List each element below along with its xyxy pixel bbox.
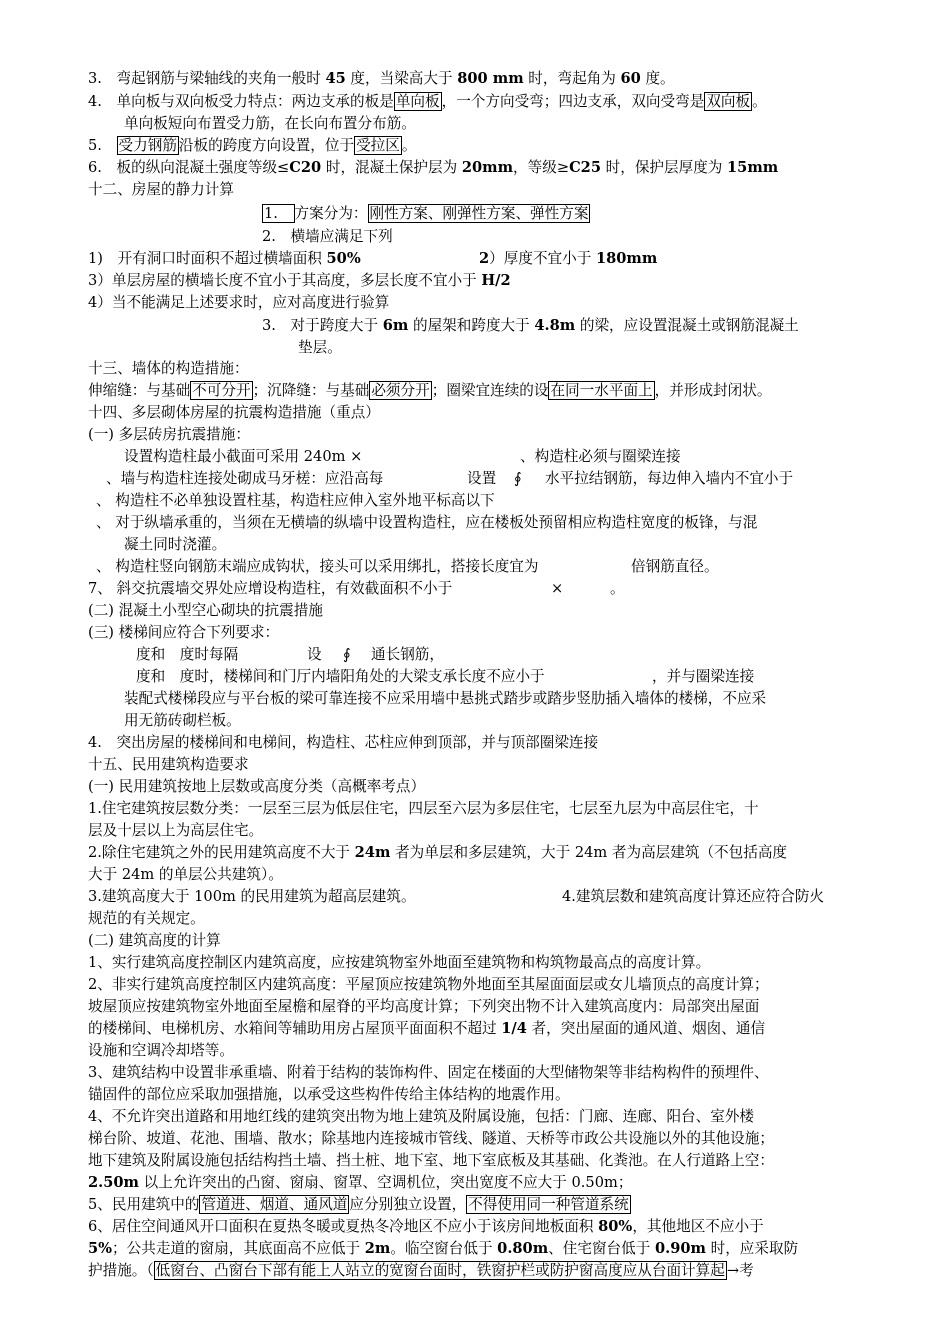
text-line: 设 <box>307 646 322 663</box>
text-line: 、构造柱必须与圈梁连接 <box>520 448 681 465</box>
boxed-term: 管道进、烟道、通风道 <box>201 1196 348 1213</box>
text-line: 4）当不能满足上述要求时，应对高度进行验算 <box>88 294 390 311</box>
text-line: 设施和空调冷却塔等。 <box>88 1042 234 1059</box>
text-line: 1.住宅建筑按层数分类：一层至三层为低层住宅，四层至六层为多层住宅，七层至九层为中高层住宅，十 <box>88 800 759 817</box>
text-line: 垫层。 <box>298 339 342 356</box>
text-line: 锚固件的部位应采取加强措施，以承受这些构件传给主体结构的地震作用。 <box>88 1086 570 1103</box>
text-line: 7、 斜交抗震墙交界处应增设构造柱，有效截面积不小于 <box>88 580 453 597</box>
text-line: 大于 24m 的单层公共建筑）。 <box>88 866 283 883</box>
boxed-term: 受力钢筋 <box>118 137 177 154</box>
subsection-heading: (三) 楼梯间应符合下列要求： <box>88 624 280 641</box>
text-line: × <box>551 580 564 597</box>
text-line: 5%；公共走道的窗扇，其底面高不应低于 2m。临空窗台低于 0.80m、住宅窗台低于 0.90m 时，应采取防 <box>88 1240 799 1257</box>
text-line: 设置 <box>467 470 497 487</box>
boxed-term: 双向板 <box>706 93 751 110</box>
text-line: 水平拉结钢筋，每边伸入墙内不宜小于 <box>545 470 794 487</box>
window-guard-rule: 护措施。（ 低窗台、凸窗台下部有能上人站立的宽窗台面时，铁窗护栏或防护窗高度应从台面计算起 →考 <box>88 1262 754 1279</box>
text-line: 1) 开有洞口时面积不超过横墙面积 50% <box>88 250 361 267</box>
text-line: 凝土同时浇灌。 <box>124 536 227 553</box>
boxed-term: 不可分开 <box>192 382 251 399</box>
item-4-slab-types: 4. 单向板与双向板受力特点：两边支承的板是 单向板 ，一个方向受弯；四边支承，双向受弯是 双向板 。 <box>88 93 767 110</box>
scheme-types: 1. 方案分为： 刚性方案、刚弹性方案、弹性方案 <box>264 205 589 222</box>
text-line: 规范的有关规定。 <box>88 910 205 927</box>
subsection-heading: (二) 混凝土小型空心砌块的抗震措施 <box>88 602 323 619</box>
text-line: 1、实行建筑高度控制区内建筑高度，应按建筑物室外地面至建筑物和构筑物最高点的高度计算。 <box>88 954 711 971</box>
item-3-bent-bars: 3. 弯起钢筋与梁轴线的夹角一般时 45 度，当梁高大于 800 mm 时，弯起角为 60 度。 <box>88 70 675 87</box>
subsection-heading: (一) 民用建筑按地上层数或高度分类（高概率考点） <box>88 778 426 795</box>
text-line: 2）厚度不宜小于 180mm <box>479 250 658 267</box>
text-line: 梯台阶、坡道、花池、围墙、散水；除基地内连接城市管线、隧道、天桥等市政公共设施以外的其他设施； <box>88 1130 774 1147</box>
text-line: 坡屋顶应按建筑物室外地面至屋檐和屋脊的平均高度计算；下列突出物不计入建筑高度内：局部突出屋面 <box>88 998 760 1015</box>
text-line: 、墙与构造柱连接处砌成马牙槎：应沿高每 <box>106 470 384 487</box>
text-line: 3）单层房屋的横墙长度不宜小于其高度，多层长度不宜小于 H/2 <box>88 272 511 289</box>
boxed-term: 刚性方案、刚弹性方案、弹性方案 <box>369 205 589 222</box>
text-line: 倍钢筋直径。 <box>631 558 719 575</box>
item-5-rebar: 5. 受力钢筋 沿板的跨度方向设置，位于 受拉区 。 <box>88 137 417 154</box>
text-line: ，并与圈梁连接 <box>652 668 755 685</box>
text-line: 装配式楼梯段应与平台板的梁可靠连接不应采用墙中悬挑式踏步或踏步竖肋插入墙体的楼梯，不应采 <box>124 690 767 707</box>
section-heading: 十三、墙体的构造措施： <box>88 360 249 377</box>
text-line: 、 对于纵墙承重的，当须在无横墙的纵墙中设置构造柱，应在楼板处预留相应构造柱宽度的板锋，与混 <box>96 514 758 531</box>
boxed-term: 受拉区 <box>356 137 400 154</box>
text-line: 、 构造柱竖向钢筋末端应成钩状，接头可以采用绑扎，搭接长度宜为 <box>96 558 539 575</box>
boxed-term: 1. <box>264 205 293 222</box>
ducts-rule: 5、民用建筑中的 管道进、烟道、通风道 应分别独立设置， 不得使用同一种管道系统 <box>88 1196 629 1213</box>
text-line: 、 构造柱不必单独设置柱基，构造柱应伸入室外地平标高以下 <box>96 492 495 509</box>
item-6-concrete-cover: 6. 板的纵向混凝土强度等级≤C20 时，混凝土保护层为 20mm，等级≥C25 时，保护层厚度为 15mm <box>88 159 779 176</box>
text-line: 4、不允许突出道路和用地红线的建筑突出物为地上建筑及附属设施，包括：门廊、连廊、阳台、室外楼 <box>88 1108 755 1125</box>
text-line: 设置构造柱最小截面可采用 240m × <box>124 448 363 465</box>
arrow-icon: → <box>726 1262 740 1279</box>
text-line: 层及十层以上为高层住宅。 <box>88 822 264 839</box>
joint-rules: 伸缩缝：与基础 不可分开 ；沉降缝：与基础 必须分开 ；圈梁宜连续的设 在同一水平面上 ，并形成封闭状。 <box>88 382 772 399</box>
section-heading: 十二、房屋的静力计算 <box>88 181 234 198</box>
subsection-heading: (一) 多层砖房抗震措施： <box>88 426 250 443</box>
text-line: 2. 横墙应满足下列 <box>262 228 393 245</box>
text-line: 度和 度时，楼梯间和门厅内墙阳角处的大梁支承长度不应小于 <box>136 668 545 685</box>
text-line: 。 <box>610 580 625 597</box>
text-line: 的楼梯间、电梯机房、水箱间等辅助用房占屋顶平面面积不超过 1/4 者，突出屋面的通风道、烟囱、通信 <box>88 1020 766 1037</box>
text-line: 2、非实行建筑高度控制区内建筑高度：平屋顶应按建筑物外地面至其屋面面层或女儿墙顶点的高度计算； <box>88 976 769 993</box>
text-line: 地下建筑及附属设施包括结构挡土墙、挡土桩、地下室、地下室底板及其基础、化粪池。在人行道路上空： <box>88 1152 774 1169</box>
text-line: 6、居住空间通风开口面积在夏热冬暖或夏热冬冷地区不应小于该房间地板面积 80%，其他地区不应小于 <box>88 1218 764 1235</box>
text-line: 3. 对于跨度大于 6m 的屋架和跨度大于 4.8m 的梁，应设置混凝土或钢筋混凝土 <box>262 317 799 334</box>
section-heading: 十五、民用建筑构造要求 <box>88 756 249 773</box>
text-line: 2.除住宅建筑之外的民用建筑高度不大于 24m 者为单层和多层建筑，大于 24m 者为高层建筑（不包括高度 <box>88 844 788 861</box>
boxed-term: 不得使用同一种管道系统 <box>468 1196 629 1213</box>
text-line: 3.建筑高度大于 100m 的民用建筑为超高层建筑。 <box>88 888 416 905</box>
section-heading: 十四、多层砌体房屋的抗震构造措施（重点） <box>88 404 380 421</box>
text-line: ∮ <box>514 470 522 487</box>
text-line: 4. 突出房屋的楼梯间和电梯间，构造柱、芯柱应伸到顶部，并与顶部圈梁连接 <box>88 734 599 751</box>
text-line: 单向板短向布置受力筋，在长向布置分布筋。 <box>124 115 416 132</box>
text-line: 2.50m 以上允许突出的凸窗、窗扇、窗罩、空调机位，突出宽度不应大于 0.50m； <box>88 1174 633 1191</box>
boxed-term: 单向板 <box>395 93 440 110</box>
text-line: 3、建筑结构中设置非承重墙、附着于结构的装饰构件、固定在楼面的大型储物架等非结构构件的预埋件、 <box>88 1064 769 1081</box>
text-line: ∮ <box>343 646 351 663</box>
text-line: 度和 度时每隔 <box>136 646 239 663</box>
text-line: 通长钢筋， <box>371 646 444 663</box>
text-line: 4.建筑层数和建筑高度计算还应符合防火 <box>562 888 825 905</box>
boxed-term: 低窗台、凸窗台下部有能上人站立的宽窗台面时，铁窗护栏或防护窗高度应从台面计算起 <box>155 1262 725 1279</box>
text-line: 用无筋砖砌栏板。 <box>124 712 241 729</box>
subsection-heading: (二) 建筑高度的计算 <box>88 932 221 949</box>
boxed-term: 在同一水平面上 <box>550 382 653 399</box>
boxed-term: 必须分开 <box>371 382 430 399</box>
